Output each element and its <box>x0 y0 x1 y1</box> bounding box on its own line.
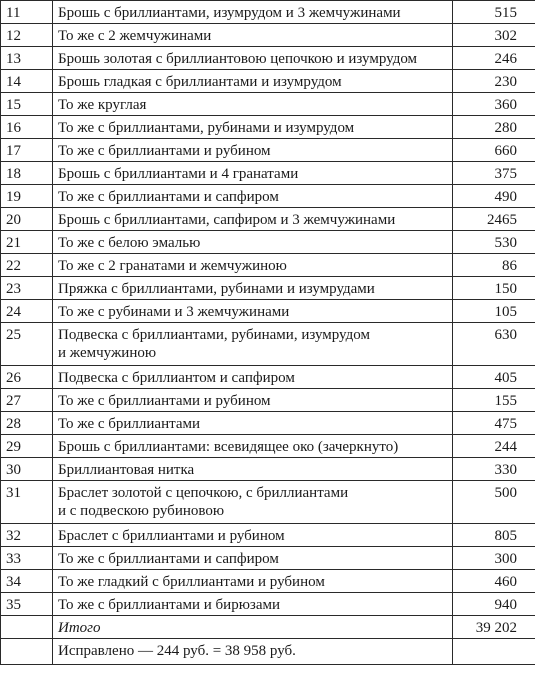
item-value: 630 <box>453 323 535 366</box>
item-description: То же с бриллиантами и рубином <box>53 389 453 412</box>
row-number: 11 <box>1 1 53 24</box>
row-number: 35 <box>1 593 53 616</box>
item-value: 515 <box>453 1 535 24</box>
item-description: Бриллиантовая нитка <box>53 458 453 481</box>
item-description <box>53 481 453 524</box>
row-number: 16 <box>1 116 53 139</box>
item-description: То же гладкий с бриллиантами и рубином <box>53 570 453 593</box>
table-row <box>1 231 535 254</box>
item-value: 405 <box>453 366 535 389</box>
table-row <box>1 593 535 616</box>
total-row <box>1 616 535 639</box>
item-description: То же с бриллиантами и рубином <box>53 139 453 162</box>
row-number: 24 <box>1 300 53 323</box>
item-description: Подвеска с бриллиантом и сапфиром <box>53 366 453 389</box>
row-number: 34 <box>1 570 53 593</box>
description-line: Браслет золотой с цепочкою, с бриллиантами <box>58 485 349 501</box>
empty-cell <box>1 639 53 665</box>
description-line: Подвеска с бриллиантами, рубинами, изумрудом <box>58 327 370 343</box>
item-value: 280 <box>453 116 535 139</box>
correction-text: Исправлено — 244 руб. = 38 958 руб. <box>53 639 453 665</box>
table-row <box>1 323 535 366</box>
row-number: 31 <box>1 481 53 524</box>
table-row <box>1 70 535 93</box>
table-row <box>1 1 535 24</box>
table-row <box>1 300 535 323</box>
correction-row <box>1 639 535 665</box>
item-description: Брошь с бриллиантами и 4 гранатами <box>53 162 453 185</box>
row-number: 20 <box>1 208 53 231</box>
item-description: То же круглая <box>53 93 453 116</box>
row-number: 19 <box>1 185 53 208</box>
item-description: Браслет с бриллиантами и рубином <box>53 524 453 547</box>
row-number: 12 <box>1 24 53 47</box>
item-value: 150 <box>453 277 535 300</box>
item-value: 300 <box>453 547 535 570</box>
row-number: 14 <box>1 70 53 93</box>
item-value: 246 <box>453 47 535 70</box>
item-value: 375 <box>453 162 535 185</box>
item-value: 530 <box>453 231 535 254</box>
item-value: 244 <box>453 435 535 458</box>
item-value: 105 <box>453 300 535 323</box>
row-number: 22 <box>1 254 53 277</box>
item-description: Брошь гладкая с бриллиантами и изумрудом <box>53 70 453 93</box>
total-value: 39 202 <box>453 616 535 639</box>
empty-cell <box>453 639 535 665</box>
table-row <box>1 412 535 435</box>
row-number: 27 <box>1 389 53 412</box>
item-description: Брошь с бриллиантами, сапфиром и 3 жемчужинами <box>53 208 453 231</box>
row-number: 28 <box>1 412 53 435</box>
row-number: 23 <box>1 277 53 300</box>
row-number: 17 <box>1 139 53 162</box>
item-description: Брошь с бриллиантами, изумрудом и 3 жемчужинами <box>53 1 453 24</box>
item-value: 155 <box>453 389 535 412</box>
item-value: 490 <box>453 185 535 208</box>
item-value: 230 <box>453 70 535 93</box>
item-value: 805 <box>453 524 535 547</box>
description-line: и жемчужиною <box>58 345 157 361</box>
table-row <box>1 185 535 208</box>
table-row <box>1 24 535 47</box>
table-row <box>1 481 535 524</box>
table-row <box>1 254 535 277</box>
table-row <box>1 458 535 481</box>
item-value: 360 <box>453 93 535 116</box>
item-description: То же с 2 гранатами и жемчужиною <box>53 254 453 277</box>
item-value: 302 <box>453 24 535 47</box>
table-row <box>1 389 535 412</box>
item-value: 660 <box>453 139 535 162</box>
table-row <box>1 435 535 458</box>
item-description: То же с рубинами и 3 жемчужинами <box>53 300 453 323</box>
item-description: Брошь с бриллиантами: всевидящее око (зачеркнуто) <box>53 435 453 458</box>
row-number: 25 <box>1 323 53 366</box>
item-value: 500 <box>453 481 535 524</box>
table-row <box>1 162 535 185</box>
empty-cell <box>1 616 53 639</box>
table-row <box>1 277 535 300</box>
item-description: То же с бриллиантами, рубинами и изумрудом <box>53 116 453 139</box>
row-number: 33 <box>1 547 53 570</box>
item-description: То же с бриллиантами и сапфиром <box>53 547 453 570</box>
item-value: 475 <box>453 412 535 435</box>
item-description: Пряжка с бриллиантами, рубинами и изумрудами <box>53 277 453 300</box>
row-number: 29 <box>1 435 53 458</box>
item-value: 86 <box>453 254 535 277</box>
row-number: 15 <box>1 93 53 116</box>
row-number: 32 <box>1 524 53 547</box>
row-number: 30 <box>1 458 53 481</box>
table-row <box>1 547 535 570</box>
item-value: 460 <box>453 570 535 593</box>
item-value: 330 <box>453 458 535 481</box>
item-description: То же с белою эмалью <box>53 231 453 254</box>
total-label: Итого <box>53 616 453 639</box>
row-number: 21 <box>1 231 53 254</box>
item-description <box>53 323 453 366</box>
item-description: То же с 2 жемчужинами <box>53 24 453 47</box>
table-row <box>1 366 535 389</box>
table-row <box>1 47 535 70</box>
item-value: 940 <box>453 593 535 616</box>
table-row <box>1 524 535 547</box>
table-row <box>1 570 535 593</box>
item-description: То же с бриллиантами и бирюзами <box>53 593 453 616</box>
item-description: То же с бриллиантами и сапфиром <box>53 185 453 208</box>
description-line: и с подвескою рубиновою <box>58 503 225 519</box>
table-row <box>1 116 535 139</box>
row-number: 26 <box>1 366 53 389</box>
item-value: 2465 <box>453 208 535 231</box>
row-number: 13 <box>1 47 53 70</box>
table-row <box>1 139 535 162</box>
item-description: Брошь золотая с бриллиантовою цепочкою и изумрудом <box>53 47 453 70</box>
table-row <box>1 93 535 116</box>
table-row <box>1 208 535 231</box>
item-description: То же с бриллиантами <box>53 412 453 435</box>
row-number: 18 <box>1 162 53 185</box>
